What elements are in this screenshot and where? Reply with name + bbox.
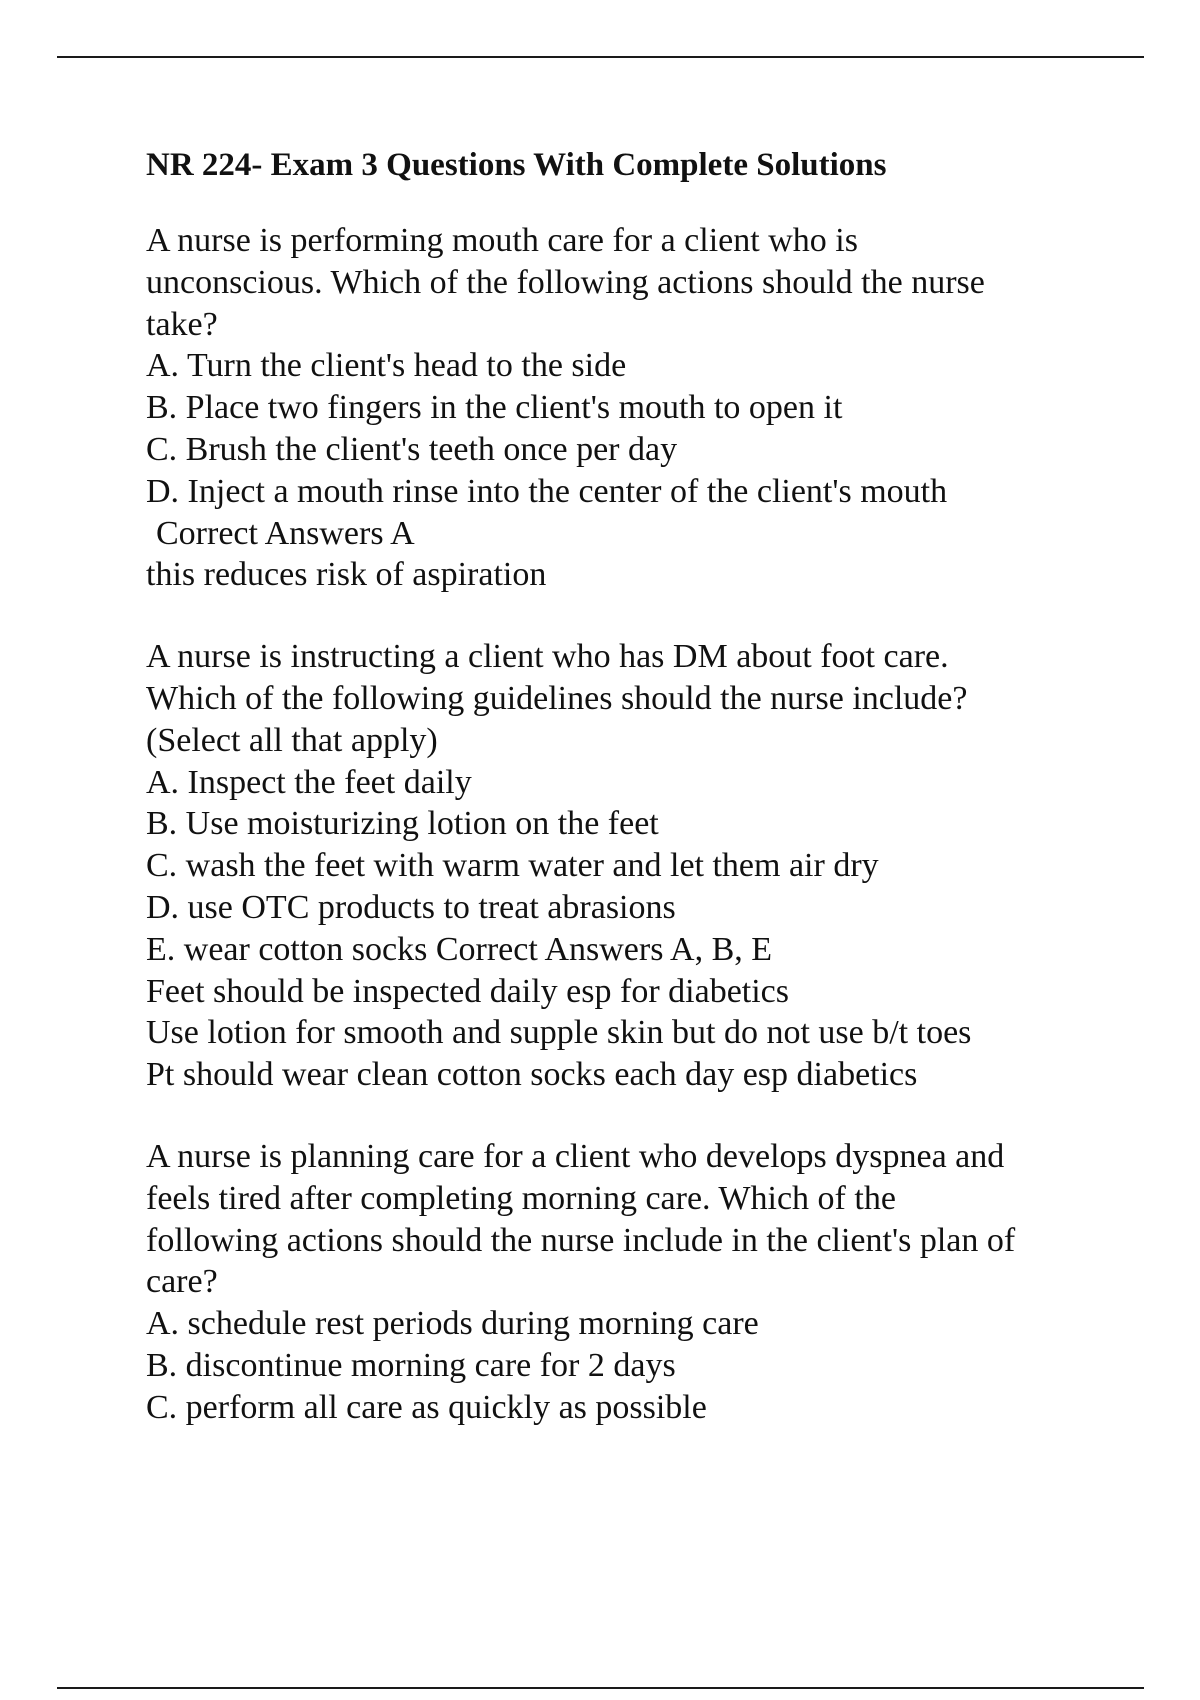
answer-option: A. schedule rest periods during morning care (146, 1305, 759, 1343)
question-2 (146, 636, 1086, 1096)
question-stem-line: unconscious. Which of the following actions should the nurse (146, 263, 985, 301)
question-stem-line: feels tired after completing morning care. Which of the (146, 1179, 896, 1217)
answer-option-with-correct-answer: E. wear cotton socks Correct Answers A, B, E (146, 930, 773, 968)
question-stem-line: A nurse is performing mouth care for a client who is (146, 222, 858, 259)
answer-option: C. perform all care as quickly as possible (146, 1388, 707, 1426)
rationale-line: Pt should wear clean cotton socks each day esp diabetics (146, 1056, 918, 1094)
answer-option: A. Turn the client's head to the side (146, 347, 627, 385)
question-stem-line: A nurse is planning care for a client who develops dyspnea and (146, 1137, 1005, 1175)
question-stem-line: A nurse is instructing a client who has DM about foot care. (146, 638, 949, 676)
document-body (146, 144, 1086, 1469)
question-stem-line: following actions should the nurse include in the client's plan of (146, 1221, 1016, 1259)
question-1 (146, 220, 1086, 596)
correct-answer: Correct Answers A (156, 514, 415, 552)
rationale-line: Feet should be inspected daily esp for diabetics (146, 972, 789, 1010)
document-title: NR 224- Exam 3 Questions With Complete Solutions (146, 147, 887, 183)
question-stem-line: care? (146, 1263, 218, 1301)
answer-option: D. use OTC products to treat abrasions (146, 888, 676, 926)
answer-option: B. Use moisturizing lotion on the feet (146, 805, 659, 843)
answer-option: B. Place two fingers in the client's mouth to open it (146, 389, 843, 427)
question-stem-line: take? (146, 305, 218, 343)
answer-option: D. Inject a mouth rinse into the center of the client's mouth (146, 472, 948, 510)
question-stem-line: (Select all that apply) (146, 721, 438, 759)
answer-option: B. discontinue morning care for 2 days (146, 1346, 676, 1384)
rationale-line: Use lotion for smooth and supple skin but do not use b/t toes (146, 1014, 972, 1052)
answer-option: C. wash the feet with warm water and let them air dry (146, 847, 879, 885)
rationale-line: this reduces risk of aspiration (146, 556, 547, 594)
top-rule (57, 56, 1144, 58)
question-stem-line: Which of the following guidelines should the nurse include? (146, 679, 968, 717)
answer-option: C. Brush the client's teeth once per day (146, 430, 678, 468)
bottom-rule (57, 1687, 1144, 1689)
question-3 (146, 1136, 1086, 1429)
answer-option: A. Inspect the feet daily (146, 763, 472, 801)
